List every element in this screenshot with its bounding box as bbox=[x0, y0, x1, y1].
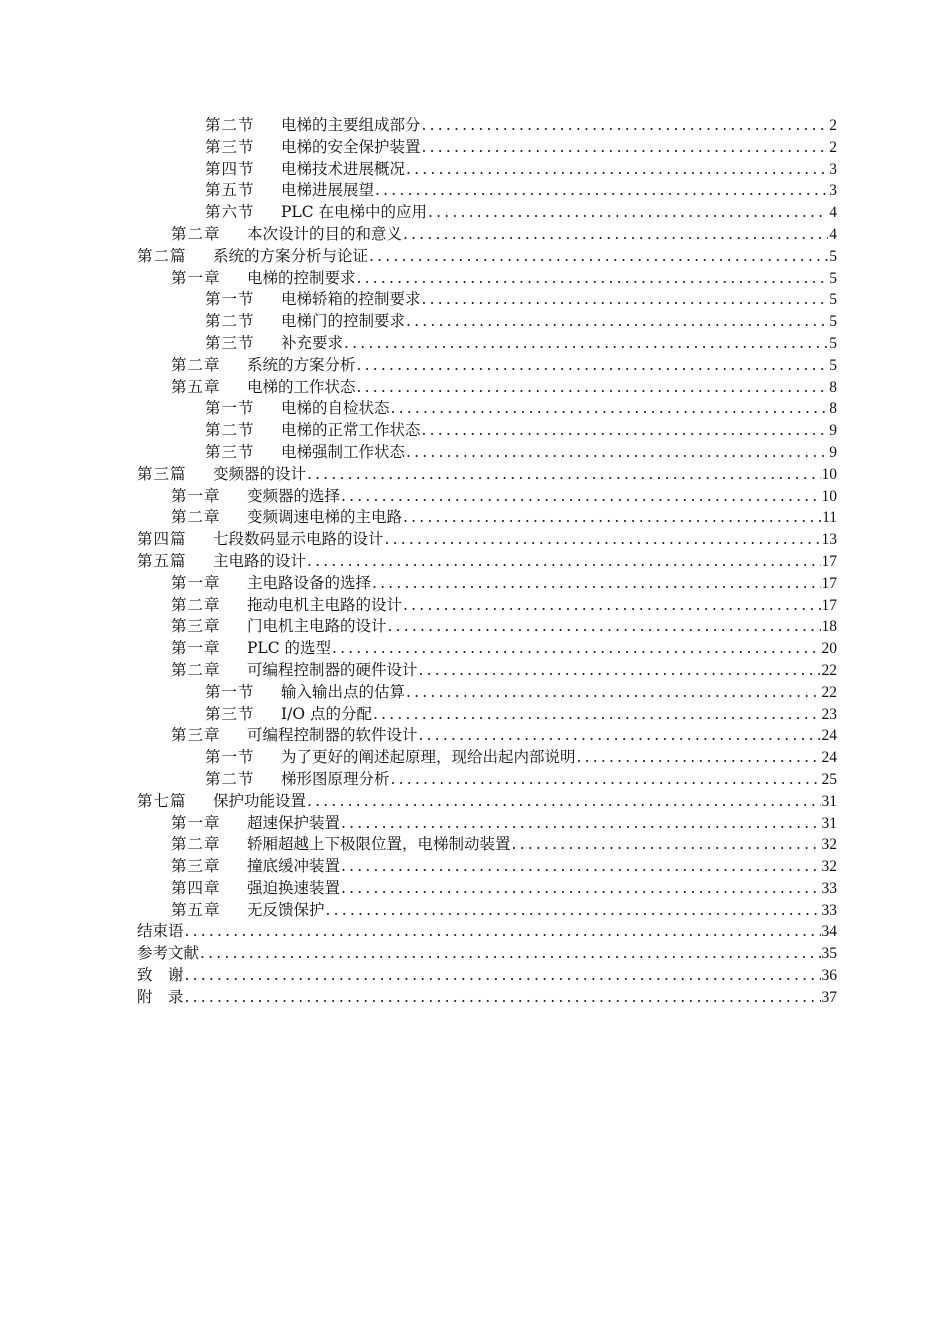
toc-entry-number: 第四节 bbox=[205, 159, 255, 178]
toc-entry-number: 第五章 bbox=[171, 377, 221, 396]
toc-entry-number: 第二章 bbox=[171, 508, 221, 527]
toc-dot-leader bbox=[419, 725, 821, 747]
toc-entry-page: 22 bbox=[821, 661, 837, 679]
toc-entry-number: 第一节 bbox=[205, 748, 255, 767]
toc-entry[interactable] bbox=[137, 921, 837, 943]
toc-dot-leader bbox=[373, 704, 821, 726]
toc-dot-leader bbox=[200, 943, 820, 965]
toc-entry-number: 第一章 bbox=[171, 813, 221, 832]
toc-entry-title: 本次设计的目的和意义 bbox=[247, 224, 403, 243]
toc-entry[interactable] bbox=[137, 268, 837, 290]
toc-dot-leader bbox=[341, 878, 820, 900]
toc-entry-number: 第一节 bbox=[205, 682, 255, 701]
toc-entry-number: 第一章 bbox=[171, 268, 221, 287]
toc-entry-title: 结束语 bbox=[137, 922, 184, 941]
toc-entry-number: 第三节 bbox=[205, 333, 255, 352]
toc-entry-number: 第二节 bbox=[205, 769, 255, 788]
toc-entry[interactable] bbox=[137, 551, 837, 573]
toc-entry-page: 37 bbox=[821, 988, 837, 1006]
toc-entry-title: 超速保护装置 bbox=[247, 813, 341, 832]
toc-entry-number: 第七篇 bbox=[137, 791, 187, 810]
toc-entry-number: 第五节 bbox=[205, 181, 255, 200]
toc-entry-title: 电梯的工作状态 bbox=[247, 377, 356, 396]
toc-entry-title: 电梯的主要组成部分 bbox=[281, 116, 421, 134]
toc-entry-number: 第二节 bbox=[205, 312, 255, 331]
toc-entry[interactable] bbox=[137, 464, 837, 486]
toc-entry-title: 电梯强制工作状态 bbox=[281, 442, 406, 461]
toc-entry-title: 附 录 bbox=[137, 987, 184, 1006]
toc-entry[interactable] bbox=[137, 834, 837, 856]
toc-entry-page: 2 bbox=[829, 138, 837, 156]
toc-entry[interactable] bbox=[137, 965, 837, 987]
toc-entry[interactable] bbox=[137, 943, 837, 965]
toc-entry[interactable] bbox=[137, 115, 837, 137]
toc-dot-leader bbox=[307, 464, 820, 486]
toc-entry-title: 致 谢 bbox=[137, 966, 184, 985]
toc-entry-title: 保护功能设置 bbox=[213, 791, 307, 810]
toc-entry-title: 变频调速电梯的主电路 bbox=[247, 508, 403, 527]
toc-entry-title: 参考文献 bbox=[137, 944, 200, 963]
toc-entry-page: 24 bbox=[821, 749, 837, 767]
toc-entry[interactable] bbox=[137, 595, 837, 617]
toc-entry-page: 8 bbox=[829, 400, 837, 418]
toc-entry-number: 第四章 bbox=[171, 878, 221, 897]
toc-entry-page: 8 bbox=[829, 378, 837, 396]
toc-entry-title: 主电路的设计 bbox=[213, 551, 307, 570]
toc-dot-leader bbox=[391, 398, 829, 420]
toc-dot-leader bbox=[403, 595, 820, 617]
toc-entry[interactable] bbox=[137, 878, 837, 900]
toc-entry-page: 18 bbox=[821, 618, 837, 636]
toc-entry[interactable] bbox=[137, 442, 837, 464]
toc-dot-leader bbox=[357, 377, 829, 399]
toc-entry[interactable] bbox=[137, 769, 837, 791]
table-of-contents bbox=[137, 115, 837, 1009]
toc-entry[interactable] bbox=[137, 725, 837, 747]
toc-entry-page: 5 bbox=[829, 247, 837, 265]
toc-dot-leader bbox=[406, 159, 828, 181]
toc-entry-page: 35 bbox=[821, 945, 837, 963]
toc-dot-leader bbox=[357, 268, 829, 290]
toc-dot-leader bbox=[185, 987, 821, 1009]
toc-dot-leader bbox=[326, 900, 821, 922]
toc-entry-page: 3 bbox=[829, 182, 837, 200]
toc-entry-title: 电梯技术进展概况 bbox=[281, 159, 406, 178]
toc-entry-number: 第一节 bbox=[205, 290, 255, 309]
toc-dot-leader bbox=[185, 965, 821, 987]
toc-dot-leader bbox=[357, 355, 829, 377]
toc-entry[interactable] bbox=[137, 682, 837, 704]
toc-entry-number: 第二章 bbox=[171, 660, 221, 679]
toc-entry-title: 主电路设备的选择 bbox=[247, 573, 372, 592]
toc-entry[interactable] bbox=[137, 311, 837, 333]
toc-dot-leader bbox=[185, 921, 821, 943]
toc-dot-leader bbox=[369, 246, 828, 268]
toc-entry-number: 第二篇 bbox=[137, 246, 187, 265]
toc-entry-title: 系统的方案分析与论证 bbox=[213, 246, 369, 265]
toc-entry-page: 5 bbox=[829, 356, 837, 374]
toc-entry[interactable] bbox=[137, 289, 837, 311]
toc-entry-page: 25 bbox=[821, 770, 837, 788]
toc-entry-number: 第三章 bbox=[171, 857, 221, 876]
toc-entry-number: 第五章 bbox=[171, 900, 221, 919]
toc-entry-number: 第二节 bbox=[205, 116, 255, 134]
toc-entry-page: 13 bbox=[821, 531, 837, 549]
toc-entry-page: 36 bbox=[821, 967, 837, 985]
toc-entry[interactable] bbox=[137, 747, 837, 769]
toc-entry[interactable] bbox=[137, 202, 837, 224]
toc-entry-page: 4 bbox=[829, 204, 837, 222]
toc-entry-page: 34 bbox=[821, 923, 837, 941]
toc-entry-title: 撞底缓冲装置 bbox=[247, 857, 341, 876]
toc-entry-page: 3 bbox=[829, 160, 837, 178]
toc-entry-title: 系统的方案分析 bbox=[247, 355, 356, 374]
toc-entry-page: 20 bbox=[821, 640, 837, 658]
toc-entry-title: 七段数码显示电路的设计 bbox=[213, 530, 384, 549]
toc-entry-number: 第一章 bbox=[171, 639, 221, 658]
toc-entry-title: 梯形图原理分析 bbox=[281, 769, 390, 788]
toc-entry-title: 强迫换速装置 bbox=[247, 878, 341, 897]
toc-entry[interactable] bbox=[137, 987, 837, 1009]
toc-entry-page: 9 bbox=[829, 443, 837, 461]
toc-entry-page: 5 bbox=[829, 291, 837, 309]
toc-entry-number: 第三章 bbox=[171, 617, 221, 636]
toc-entry[interactable] bbox=[137, 180, 837, 202]
toc-entry[interactable] bbox=[137, 507, 837, 529]
toc-entry-page: 4 bbox=[829, 225, 837, 243]
toc-entry-title: 电梯的控制要求 bbox=[247, 268, 356, 287]
toc-entry[interactable] bbox=[137, 573, 837, 595]
toc-entry[interactable] bbox=[137, 791, 837, 813]
toc-entry-page: 33 bbox=[821, 901, 837, 919]
toc-entry[interactable] bbox=[137, 900, 837, 922]
toc-entry-title: 为了更好的阐述起原理，现给出起内部说明 bbox=[281, 748, 576, 767]
toc-dot-leader bbox=[307, 791, 820, 813]
toc-entry-page: 10 bbox=[821, 487, 837, 505]
toc-entry-page: 11 bbox=[822, 509, 837, 527]
toc-dot-leader bbox=[341, 856, 820, 878]
toc-entry[interactable] bbox=[137, 638, 837, 660]
toc-entry-title: 电梯的自检状态 bbox=[281, 399, 390, 418]
toc-dot-leader bbox=[403, 224, 828, 246]
toc-dot-leader bbox=[341, 486, 820, 508]
toc-entry-title: 电梯的正常工作状态 bbox=[281, 421, 421, 440]
toc-entry-page: 9 bbox=[829, 422, 837, 440]
toc-entry-page: 17 bbox=[821, 596, 837, 614]
toc-dot-leader bbox=[512, 834, 821, 856]
toc-entry-title: 拖动电机主电路的设计 bbox=[247, 595, 403, 614]
toc-dot-leader bbox=[428, 202, 828, 224]
toc-dot-leader bbox=[388, 616, 821, 638]
toc-dot-leader bbox=[332, 638, 820, 660]
toc-entry[interactable] bbox=[137, 420, 837, 442]
toc-dot-leader bbox=[341, 813, 820, 835]
toc-entry-page: 17 bbox=[821, 574, 837, 592]
toc-entry-page: 33 bbox=[821, 879, 837, 897]
toc-entry-number: 第二章 bbox=[171, 224, 221, 243]
toc-entry[interactable] bbox=[137, 333, 837, 355]
toc-entry-page: 23 bbox=[821, 705, 837, 723]
toc-entry-number: 第三章 bbox=[171, 726, 221, 745]
toc-entry-number: 第三节 bbox=[205, 442, 255, 461]
toc-entry[interactable] bbox=[137, 616, 837, 638]
toc-entry-title: I/O 点的分配 bbox=[281, 704, 372, 723]
toc-entry-title: 无反馈保护 bbox=[247, 900, 325, 919]
toc-entry-title: PLC 的选型 bbox=[247, 639, 332, 658]
toc-dot-leader bbox=[344, 333, 828, 355]
toc-dot-leader bbox=[372, 573, 820, 595]
toc-dot-leader bbox=[419, 660, 821, 682]
toc-entry[interactable] bbox=[137, 137, 837, 159]
toc-entry-title: 变频器的选择 bbox=[247, 486, 341, 505]
toc-entry[interactable] bbox=[137, 660, 837, 682]
toc-entry-number: 第一章 bbox=[171, 486, 221, 505]
toc-entry-number: 第二章 bbox=[171, 595, 221, 614]
toc-entry-page: 5 bbox=[829, 269, 837, 287]
toc-dot-leader bbox=[577, 747, 821, 769]
toc-dot-leader bbox=[307, 551, 820, 573]
toc-dot-leader bbox=[422, 137, 829, 159]
toc-entry[interactable] bbox=[137, 486, 837, 508]
toc-entry[interactable] bbox=[137, 224, 837, 246]
toc-entry-number: 第一章 bbox=[171, 573, 221, 592]
toc-dot-leader bbox=[385, 529, 821, 551]
toc-entry-title: 可编程控制器的软件设计 bbox=[247, 726, 418, 745]
toc-entry[interactable] bbox=[137, 398, 837, 420]
toc-entry-page: 24 bbox=[821, 727, 837, 745]
toc-dot-leader bbox=[422, 289, 829, 311]
toc-entry-page: 5 bbox=[829, 334, 837, 352]
toc-entry[interactable] bbox=[137, 377, 837, 399]
toc-entry-page: 31 bbox=[821, 814, 837, 832]
toc-entry-title: 变频器的设计 bbox=[213, 464, 307, 483]
toc-entry-number: 第二章 bbox=[171, 355, 221, 374]
toc-entry-page: 31 bbox=[821, 792, 837, 810]
toc-entry-title: 电梯的安全保护装置 bbox=[281, 137, 421, 156]
toc-entry[interactable] bbox=[137, 355, 837, 377]
toc-dot-leader bbox=[375, 180, 828, 202]
toc-entry-page: 32 bbox=[821, 858, 837, 876]
toc-entry-number: 第三篇 bbox=[137, 464, 187, 483]
toc-entry[interactable] bbox=[137, 529, 837, 551]
toc-entry-title: 输入输出点的估算 bbox=[281, 682, 406, 701]
toc-entry-title: PLC 在电梯中的应用 bbox=[281, 203, 428, 222]
toc-entry-number: 第三节 bbox=[205, 137, 255, 156]
toc-dot-leader bbox=[422, 115, 829, 137]
toc-entry-title: 门电机主电路的设计 bbox=[247, 617, 387, 636]
toc-dot-leader bbox=[391, 769, 821, 791]
toc-dot-leader bbox=[406, 682, 820, 704]
toc-entry-title: 电梯轿箱的控制要求 bbox=[281, 290, 421, 309]
toc-entry[interactable] bbox=[137, 856, 837, 878]
toc-entry-number: 第三节 bbox=[205, 704, 255, 723]
toc-entry[interactable] bbox=[137, 159, 837, 181]
toc-entry-title: 补充要求 bbox=[281, 333, 344, 352]
toc-entry-number: 第六节 bbox=[205, 203, 255, 222]
toc-entry-title: 可编程控制器的硬件设计 bbox=[247, 660, 418, 679]
toc-entry-number: 第二节 bbox=[205, 421, 255, 440]
toc-entry[interactable] bbox=[137, 704, 837, 726]
toc-entry-title: 电梯门的控制要求 bbox=[281, 312, 406, 331]
toc-entry[interactable] bbox=[137, 246, 837, 268]
toc-entry-page: 10 bbox=[821, 465, 837, 483]
toc-entry[interactable] bbox=[137, 813, 837, 835]
toc-entry-page: 22 bbox=[821, 683, 837, 701]
toc-dot-leader bbox=[403, 507, 821, 529]
toc-entry-number: 第一节 bbox=[205, 399, 255, 418]
toc-entry-page: 2 bbox=[829, 117, 837, 134]
toc-entry-title: 轿厢超越上下极限位置，电梯制动装置 bbox=[247, 835, 511, 854]
toc-entry-page: 17 bbox=[821, 552, 837, 570]
toc-entry-number: 第二章 bbox=[171, 835, 221, 854]
toc-dot-leader bbox=[406, 311, 828, 333]
toc-dot-leader bbox=[406, 442, 828, 464]
toc-entry-page: 5 bbox=[829, 313, 837, 331]
toc-entry-title: 电梯进展展望 bbox=[281, 181, 375, 200]
toc-dot-leader bbox=[422, 420, 829, 442]
toc-entry-number: 第五篇 bbox=[137, 551, 187, 570]
toc-entry-page: 32 bbox=[821, 836, 837, 854]
toc-entry-number: 第四篇 bbox=[137, 530, 187, 549]
